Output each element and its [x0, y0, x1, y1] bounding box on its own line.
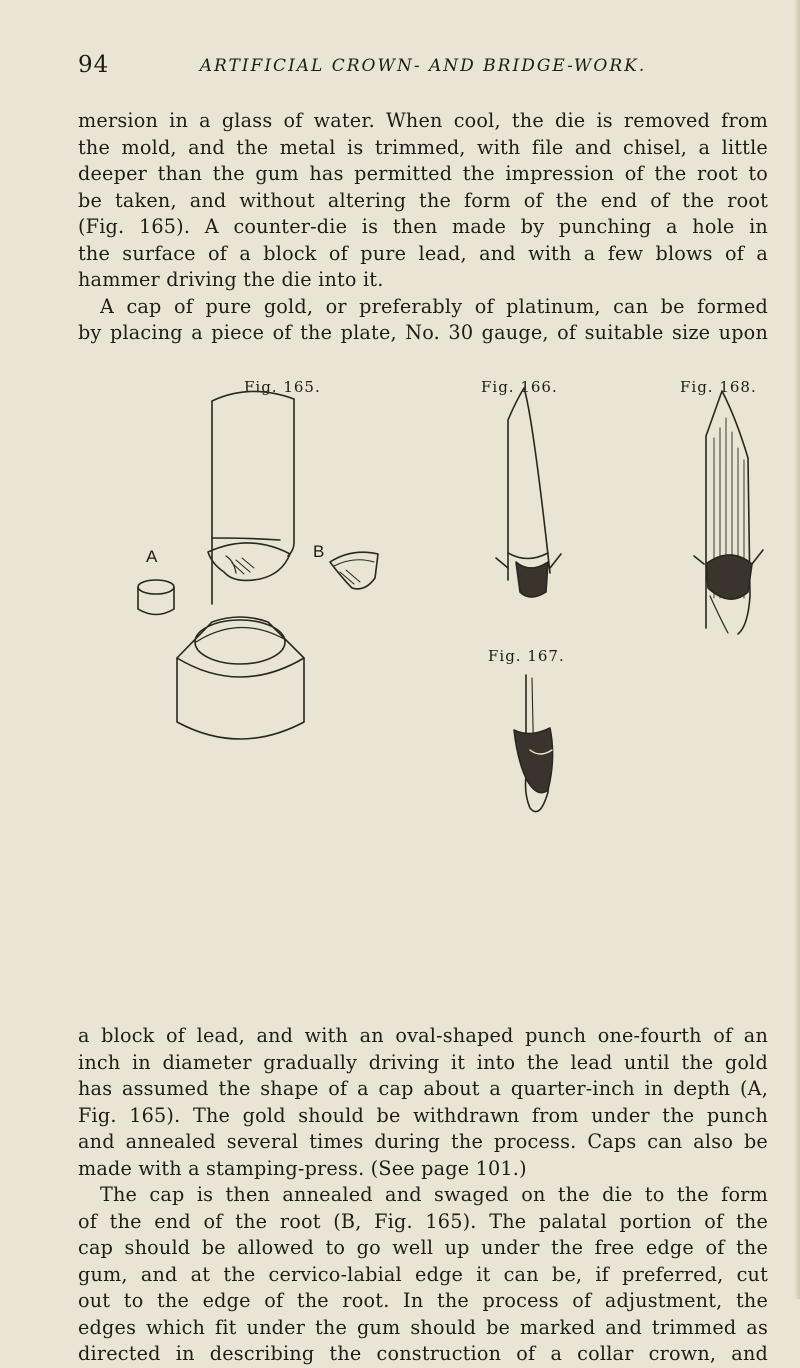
top-text-block	[78, 108, 768, 347]
bottom-text-block	[78, 1023, 768, 1368]
text-line: has assumed the shape of a cap about a quarter-inch in depth (A,	[78, 1077, 768, 1100]
figures-area	[0, 378, 800, 1018]
text-line: made with a stamping-press. (See page 101.)	[78, 1156, 527, 1180]
text-line: and annealed several times during the process. Caps can also be	[78, 1130, 768, 1153]
text-line: out to the edge of the root. In the process of adjustment, the	[78, 1289, 768, 1312]
text-line: be taken, and without altering the form of the end of the root	[78, 188, 768, 212]
fig-168-label: Fig. 168.	[680, 378, 757, 396]
text-line: The cap is then annealed and swaged on the die to the form	[100, 1183, 768, 1206]
text-line: mersion in a glass of water. When cool, the die is removed from	[78, 109, 768, 132]
text-line: the mold, and the metal is trimmed, with file and chisel, a little	[78, 135, 768, 159]
fig-165-lead-block	[177, 617, 304, 739]
fig-165-cap-b	[330, 552, 378, 589]
fig-167-tooth	[514, 675, 553, 812]
text-line: edges which fit under the gum should be marked and trimmed as	[78, 1315, 768, 1339]
text-line: of the end of the root (B, Fig. 165). The palatal portion of the	[78, 1209, 768, 1233]
fig-165-label: Fig. 165.	[244, 378, 321, 396]
label-b: B	[313, 542, 325, 561]
text-line: A cap of pure gold, or preferably of platinum, can be formed	[100, 294, 768, 318]
text-line: directed in describing the construction of a collar crown, and	[78, 1342, 768, 1365]
page-number: 94	[78, 52, 110, 78]
figure-illustrations	[0, 378, 800, 1018]
text-line: a block of lead, and with an oval-shaped punch one-fourth of an	[78, 1024, 768, 1047]
text-line: hammer driving the die into it.	[78, 268, 384, 291]
fig-165-cap-a	[138, 580, 174, 615]
text-line: (Fig. 165). A counter-die is then made by punching a hole in	[78, 215, 768, 238]
fig-166-label: Fig. 166.	[481, 378, 558, 396]
running-title: ARTIFICIAL CROWN- AND BRIDGE-WORK.	[199, 56, 647, 76]
fig-168-crown	[694, 391, 763, 634]
text-line: deeper than the gum has permitted the impression of the root to	[78, 162, 768, 185]
text-line: gum, and at the cervico-labial edge it can be, if preferred, cut	[78, 1262, 768, 1286]
label-a: A	[146, 547, 158, 566]
page-header	[78, 50, 768, 82]
text-line: by placing a piece of the plate, No. 30 gauge, of suitable size upon	[78, 321, 768, 344]
text-line: the surface of a block of pure lead, and with a few blows of a	[78, 241, 768, 265]
text-line: cap should be allowed to go well up under the free edge of the	[78, 1236, 768, 1259]
text-line: Fig. 165). The gold should be withdrawn from under the punch	[78, 1103, 768, 1127]
fig-165-die	[208, 391, 294, 604]
fig-167-label: Fig. 167.	[488, 647, 565, 665]
fig-166-crown-cap	[496, 388, 561, 597]
text-line: inch in diameter gradually driving it into the lead until the gold	[78, 1050, 768, 1074]
